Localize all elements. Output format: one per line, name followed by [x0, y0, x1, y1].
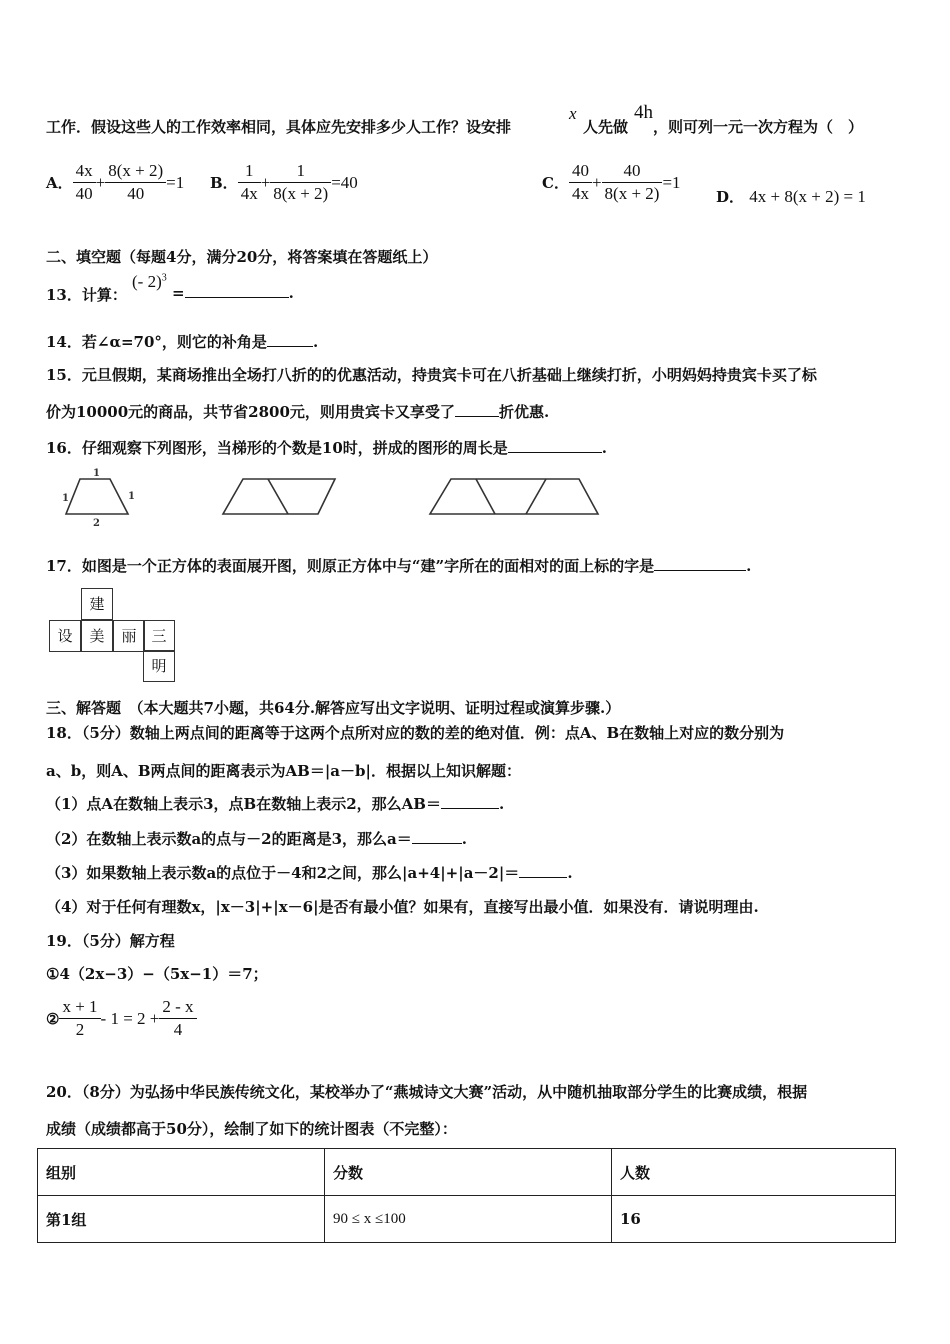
- option-a-den2: 40: [127, 184, 145, 203]
- option-b-frac1: [238, 160, 261, 205]
- q15-line1: 15．元旦假期，某商场推出全场打八折的的优惠活动，持贵宾卡可在八折基础上继续打折，小明妈妈持贵宾卡买了标: [46, 366, 817, 384]
- option-b-num1: 1: [238, 160, 261, 183]
- option-b-num2: 1: [270, 160, 331, 183]
- q13-eq-sign: =: [172, 284, 185, 302]
- q18-p2-end: .: [461, 830, 467, 848]
- cube-face-bottom: 明: [143, 650, 175, 682]
- q19-eq1: ①4（2x−3）−（5x−1）＝7；: [46, 965, 268, 983]
- q12-option-a: [46, 160, 184, 205]
- q19-frac1: [59, 996, 100, 1041]
- cell-score: 90 ≤ x ≤100: [325, 1196, 612, 1243]
- q18-p3-text: （3）如果数轴上表示数a的点位于－4和2之间，那么|a+4|+|a－2|＝: [46, 864, 520, 882]
- q18-p1-text: （1）点A在数轴上表示3，点B在数轴上表示2，那么AB＝: [46, 795, 441, 813]
- q13-eq: [172, 284, 294, 302]
- q18-part2: [46, 828, 467, 849]
- q19-eq2: [46, 996, 197, 1041]
- q14-period: .: [312, 333, 319, 351]
- q17-answer-blank[interactable]: [654, 570, 746, 571]
- table-row: [38, 1196, 896, 1243]
- q19-frac1-num: x + 1: [59, 996, 100, 1019]
- section-2-title: 二、填空题（每题4分，满分20分，将答案填在答题纸上）: [46, 248, 438, 266]
- trapezoid-2: [223, 479, 335, 514]
- q16: [46, 437, 607, 458]
- q16-period: .: [601, 439, 607, 457]
- header-score: 分数: [325, 1149, 612, 1196]
- q17-text: 17．如图是一个正方体的表面展开图，则原正方体中与“建”字所在的面相对的面上标的字是: [46, 557, 655, 575]
- q16-answer-blank[interactable]: [508, 452, 602, 453]
- cube-face-1: 设: [49, 620, 81, 652]
- q18-part4: （4）对于任何有理数x，|x－3|+|x－6|是否有最小值？如果有，直接写出最小值．如果没有．请说明理由.: [46, 898, 759, 916]
- q12-option-d: [716, 186, 866, 207]
- header-count: 人数: [612, 1149, 896, 1196]
- q12-text-b: 人先做: [583, 118, 629, 136]
- option-c-eq: =1: [662, 172, 681, 192]
- option-a-frac1: [73, 160, 96, 205]
- q12-stem: [46, 116, 511, 137]
- q13: [46, 284, 127, 305]
- option-d-label: D．: [716, 188, 745, 206]
- q12-option-b: [210, 160, 358, 205]
- trapezoid-1: [66, 479, 128, 514]
- q13-period: .: [288, 284, 294, 302]
- q18-p3-blank[interactable]: [519, 877, 567, 878]
- cube-face-3: 丽: [113, 620, 145, 652]
- header-group: 组别: [38, 1149, 325, 1196]
- q14-answer-blank[interactable]: [267, 346, 313, 347]
- option-c-num2: 40: [602, 160, 663, 183]
- option-c-plus: +: [591, 172, 602, 192]
- option-b-plus: +: [260, 172, 271, 192]
- option-c-den1: 4x: [571, 184, 589, 203]
- cube-face-2: 美: [81, 620, 113, 652]
- q20-line2: 成绩（成绩都高于50分），绘制了如下的统计图表（不完整）：: [46, 1120, 457, 1138]
- q12-option-c: [542, 160, 681, 205]
- trapezoid-3: [430, 479, 598, 514]
- q18-part3: [46, 862, 573, 883]
- q12-text-c: ，则可列一元一次方程为（ ）: [653, 118, 864, 136]
- q19-eq2-label: ②: [46, 1009, 60, 1028]
- q19-frac2-num: 2 - x: [159, 996, 196, 1019]
- q15-answer-blank[interactable]: [455, 416, 499, 417]
- q13-expr: [132, 272, 167, 292]
- option-a-den1: 40: [75, 184, 93, 203]
- option-d-expr: 4x + 8(x + 2) = 1: [749, 187, 866, 206]
- option-a-plus: +: [95, 172, 106, 192]
- table-header-row: [38, 1149, 896, 1196]
- cell-count: 16: [612, 1196, 896, 1243]
- q15-line2: [46, 401, 549, 422]
- option-b-eq: =40: [331, 172, 358, 192]
- option-a-label: A．: [46, 174, 73, 192]
- q18-line2: a、b，则A、B两点间的距离表示为AB＝|a－b|．根据以上知识解题：: [46, 762, 521, 780]
- cube-face-4: 三: [143, 620, 175, 652]
- q15-text: 价为10000元的商品，共节省2800元，则用贵宾卡又享受了: [46, 403, 455, 421]
- score-table: [37, 1148, 896, 1243]
- option-a-num1: 4x: [73, 160, 96, 183]
- option-c-label: C．: [542, 174, 569, 192]
- trapezoid-label-bottom: 2: [93, 518, 100, 528]
- q18-p1-blank[interactable]: [441, 808, 499, 809]
- q19-title: 19．（5分）解方程: [46, 932, 175, 950]
- option-b-den2: 8(x + 2): [273, 184, 329, 203]
- q15-end: 折优惠.: [498, 403, 550, 421]
- q17-period: .: [746, 557, 752, 575]
- q12-var-4h: 4h: [634, 102, 653, 123]
- q19-frac1-den: 2: [75, 1020, 85, 1039]
- q14: [46, 331, 318, 352]
- q19-frac2: [159, 996, 196, 1041]
- q16-text: 16．仔细观察下列图形，当梯形的个数是10时，拼成的图形的周长是: [46, 439, 508, 457]
- q12-text-a: 工作．假设这些人的工作效率相同，具体应先安排多少人工作？设安排: [46, 118, 512, 136]
- option-a-num2: 8(x + 2): [105, 160, 166, 183]
- q18-p3-end: .: [567, 864, 573, 882]
- q18-p2-blank[interactable]: [412, 843, 462, 844]
- q19-frac2-den: 4: [173, 1020, 183, 1039]
- q17: [46, 555, 751, 576]
- option-c-den2: 8(x + 2): [604, 184, 660, 203]
- q18-line1: 18．（5分）数轴上两点间的距离等于这两个点所对应的数的差的绝对值．例：点A、B在数轴上对应的数分别为: [46, 724, 785, 742]
- q19-eq2-mid: - 1 = 2 +: [100, 1008, 160, 1028]
- option-a-eq: =1: [166, 172, 185, 192]
- section-3-title: 三、解答题 （本大题共7小题，共64分.解答应写出文字说明、证明过程或演算步骤.）: [46, 699, 621, 717]
- q13-exponent: 3: [161, 272, 167, 284]
- q12-var-x: x: [569, 104, 577, 123]
- q13-base: (- 2): [132, 272, 162, 291]
- option-b-frac2: [270, 160, 331, 205]
- trapezoid-label-top: 1: [93, 468, 100, 479]
- trapezoid-figures: [58, 466, 618, 528]
- cube-face-top: 建: [81, 588, 113, 620]
- q13-prefix: 13．计算：: [46, 286, 127, 304]
- option-c-frac2: [602, 160, 663, 205]
- q18-p2-text: （2）在数轴上表示数a的点与－2的距离是3，那么a＝: [46, 830, 412, 848]
- option-b-den1: 4x: [240, 184, 258, 203]
- trapezoid-label-left: 1: [62, 493, 69, 504]
- q14-text: 14．若∠α=70°，则它的补角是: [46, 333, 267, 351]
- q13-answer-blank[interactable]: [185, 297, 289, 298]
- q20-line1: 20．（8分）为弘扬中华民族传统文化，某校举办了“燕城诗文大赛”活动，从中随机抽取部分学生的比赛成绩，根据: [46, 1083, 808, 1101]
- q18-part1: [46, 793, 504, 814]
- q18-p1-end: .: [498, 795, 505, 813]
- cell-group: 第1组: [38, 1196, 325, 1243]
- option-a-frac2: [105, 160, 166, 205]
- trapezoid-label-right: 1: [128, 491, 135, 502]
- option-c-num1: 40: [569, 160, 592, 183]
- option-c-frac1: [569, 160, 592, 205]
- option-b-label: B．: [210, 174, 238, 192]
